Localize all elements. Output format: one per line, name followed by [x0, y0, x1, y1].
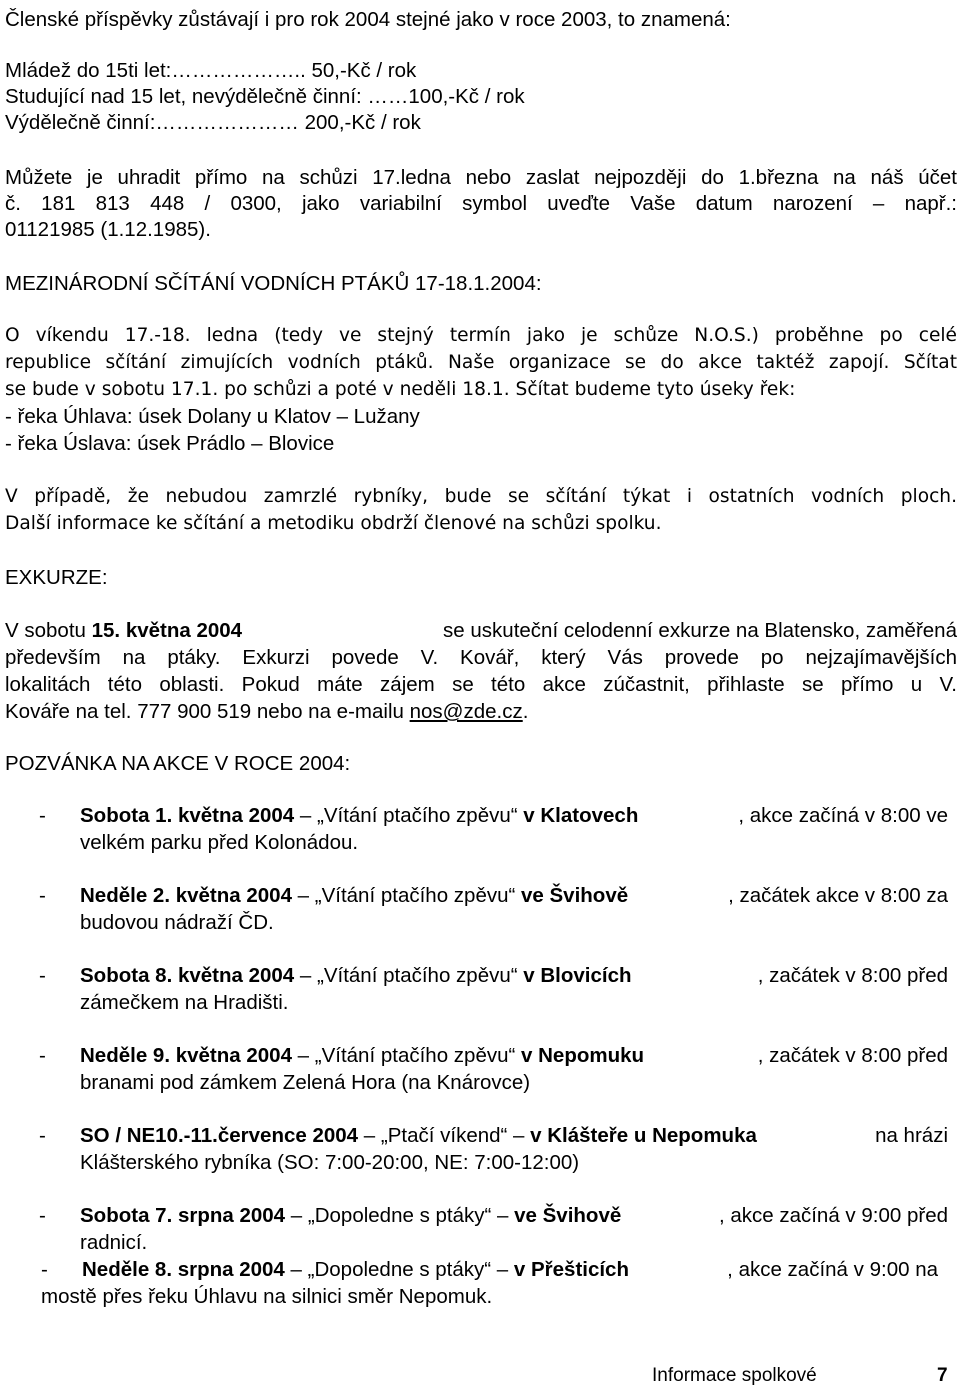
census-line-3-a: se bude v sobotu 17.1. po schůzi a poté v neděli 18.1. Sčítat budeme tyto úseky řek:: [5, 379, 796, 400]
event-line-2: budovou nádraží ČD.: [80, 911, 274, 934]
event-date: Sobota 8. května 2004: [80, 964, 295, 987]
event-title: – „Vítání ptačího zpěvu“: [291, 1044, 522, 1067]
census-line-6: V případě, že nebudou zamrzlé rybníky, bude se sčítání týkat i ostatních vodních ploch.: [5, 486, 957, 507]
event-line-1: [80, 1123, 948, 1149]
census-river-uhlava: - řeka Úhlava: úsek Dolany u Klatov – Lužany: [5, 405, 420, 428]
event-detail: na hrázi: [875, 1124, 948, 1147]
event-line-1: [80, 1203, 948, 1229]
event-detail: , začátek v 8:00 před: [757, 964, 948, 987]
event-line-2: branami pod zámkem Zelená Hora (na Knárovce): [80, 1071, 531, 1094]
event-bullet: -: [39, 804, 46, 827]
event-date: SO / NE10.-11.července 2004: [80, 1124, 359, 1147]
census-line-1: O víkendu 17.-18. ledna (tedy ve stejný termín jako je schůze N.O.S.) proběhne po celé: [5, 325, 957, 346]
excursion-l1-pre: V sobotu: [5, 619, 92, 642]
event-place: v Klášteře u Nepomuka: [530, 1124, 757, 1147]
fee-youth: Mládež do 15ti let:……………….. 50,-Kč / rok: [5, 59, 417, 82]
excursion-line-2: především na ptáky. Exkurzi povede V. Kovář, který Vás provede po nejzajímavějších: [5, 646, 957, 669]
excursion-l1-post: se uskuteční celodenní exkurze na Blatensko, zaměřená: [443, 619, 957, 642]
event-detail: , začátek v 8:00 před: [757, 1044, 948, 1067]
excursion-line-4: [5, 699, 528, 725]
payment-line-1: Můžete je uhradit přímo na schůzi 17.ledna nebo zaslat nejpozději do 1.března na náš účet: [5, 166, 957, 189]
event-detail: , akce začíná v 9:00 před: [718, 1204, 948, 1227]
event-date: Sobota 1. května 2004: [80, 804, 295, 827]
excursion-heading: EXKURZE:: [5, 566, 108, 589]
events-heading: POZVÁNKA NA AKCE V ROCE 2004:: [5, 752, 351, 775]
excursion-l4-pre: Kováře na tel. 777 900 519 nebo na e-mailu: [5, 700, 410, 723]
event-place: v Blovicích: [523, 964, 632, 987]
event-line-1: [80, 803, 948, 829]
event-title: – „Vítání ptačího zpěvu“: [294, 804, 524, 827]
event-title: – „Dopoledne s ptáky“ –: [285, 1204, 515, 1227]
event-line-2: zámečkem na Hradišti.: [80, 991, 289, 1014]
census-line-7: Další informace ke sčítání a metodiku obdrží členové na schůzi spolku.: [5, 513, 662, 534]
footer-label: Informace spolkové: [652, 1365, 817, 1386]
event-date: Neděle 8. srpna 2004: [82, 1258, 285, 1281]
payment-line-2: č. 181 813 448 / 0300, jako variabilní symbol uveďte Vaše datum narození – např.:: [5, 192, 957, 215]
fee-students: Studující nad 15 let, nevýdělečně činní: ……100,-Kč / rok: [5, 85, 525, 108]
event-line-2: radnicí.: [80, 1231, 148, 1254]
census-river-uslava: - řeka Úslava: úsek Prádlo – Blovice: [5, 432, 335, 455]
event-title: – „Vítání ptačího zpěvu“: [294, 964, 524, 987]
event-line-1: [80, 883, 948, 909]
event-place: v Klatovech: [523, 804, 639, 827]
census-line-2: republice sčítání zimujících vodních ptáků. Naše organizace se do akce taktéž zapojí. Sčítat: [5, 352, 957, 373]
event-date: Neděle 9. května 2004: [80, 1044, 292, 1067]
email-link[interactable]: nos@zde.cz: [409, 700, 523, 723]
event-detail: , akce začíná v 9:00 na: [727, 1258, 938, 1281]
event-bullet: -: [39, 1044, 46, 1067]
event-bullet: -: [39, 884, 46, 907]
event-title: – „Vítání ptačího zpěvu“: [291, 884, 522, 907]
event-line-1: [80, 963, 948, 989]
event-bullet: -: [39, 1204, 46, 1227]
census-heading: MEZINÁRODNÍ SČÍTÁNÍ VODNÍCH PTÁKŮ 17-18.1.2004:: [5, 272, 542, 295]
event-place: v Přešticích: [513, 1258, 629, 1281]
event-line-2: mostě přes řeku Úhlavu na silnici směr Nepomuk.: [41, 1285, 493, 1308]
intro-text: Členské příspěvky zůstávají i pro rok 2004 stejné jako v roce 2003, to znamená:: [5, 8, 731, 31]
event-bullet: -: [41, 1258, 48, 1281]
page-number: 7: [937, 1365, 948, 1386]
event-line-1: [80, 1043, 948, 1069]
event-detail: , začátek akce v 8:00 za: [728, 884, 948, 907]
event-line-2: velkém parku před Kolonádou.: [80, 831, 359, 854]
event-bullet: -: [39, 964, 46, 987]
event-bullet: -: [39, 1124, 46, 1147]
event-line-2: Klášterského rybníka (SO: 7:00-20:00, NE: 7:00-12:00): [80, 1151, 580, 1174]
event-title: – „Dopoledne s ptáky“ –: [284, 1258, 514, 1281]
event-place: v Nepomuku: [521, 1044, 645, 1067]
excursion-date: 15. května 2004: [91, 619, 243, 642]
event-detail: , akce začíná v 8:00 ve: [738, 804, 948, 827]
excursion-line-1: [5, 618, 957, 644]
excursion-line-3: lokalitách této oblasti. Pokud máte zájem se této akce zúčastnit, přihlaste se přímo u V.: [5, 673, 957, 696]
event-place: ve Švihově: [521, 884, 629, 907]
fee-earners: Výdělečně činní:………………… 200,-Kč / rok: [5, 111, 421, 134]
event-date: Sobota 7. srpna 2004: [80, 1204, 286, 1227]
event-date: Neděle 2. května 2004: [80, 884, 292, 907]
payment-line-3: 01121985 (1.12.1985).: [5, 218, 211, 241]
event-line-1: [82, 1257, 938, 1283]
event-title: – „Ptačí víkend“ –: [358, 1124, 531, 1147]
event-place: ve Švihově: [514, 1204, 622, 1227]
excursion-l4-post: .: [522, 700, 529, 723]
